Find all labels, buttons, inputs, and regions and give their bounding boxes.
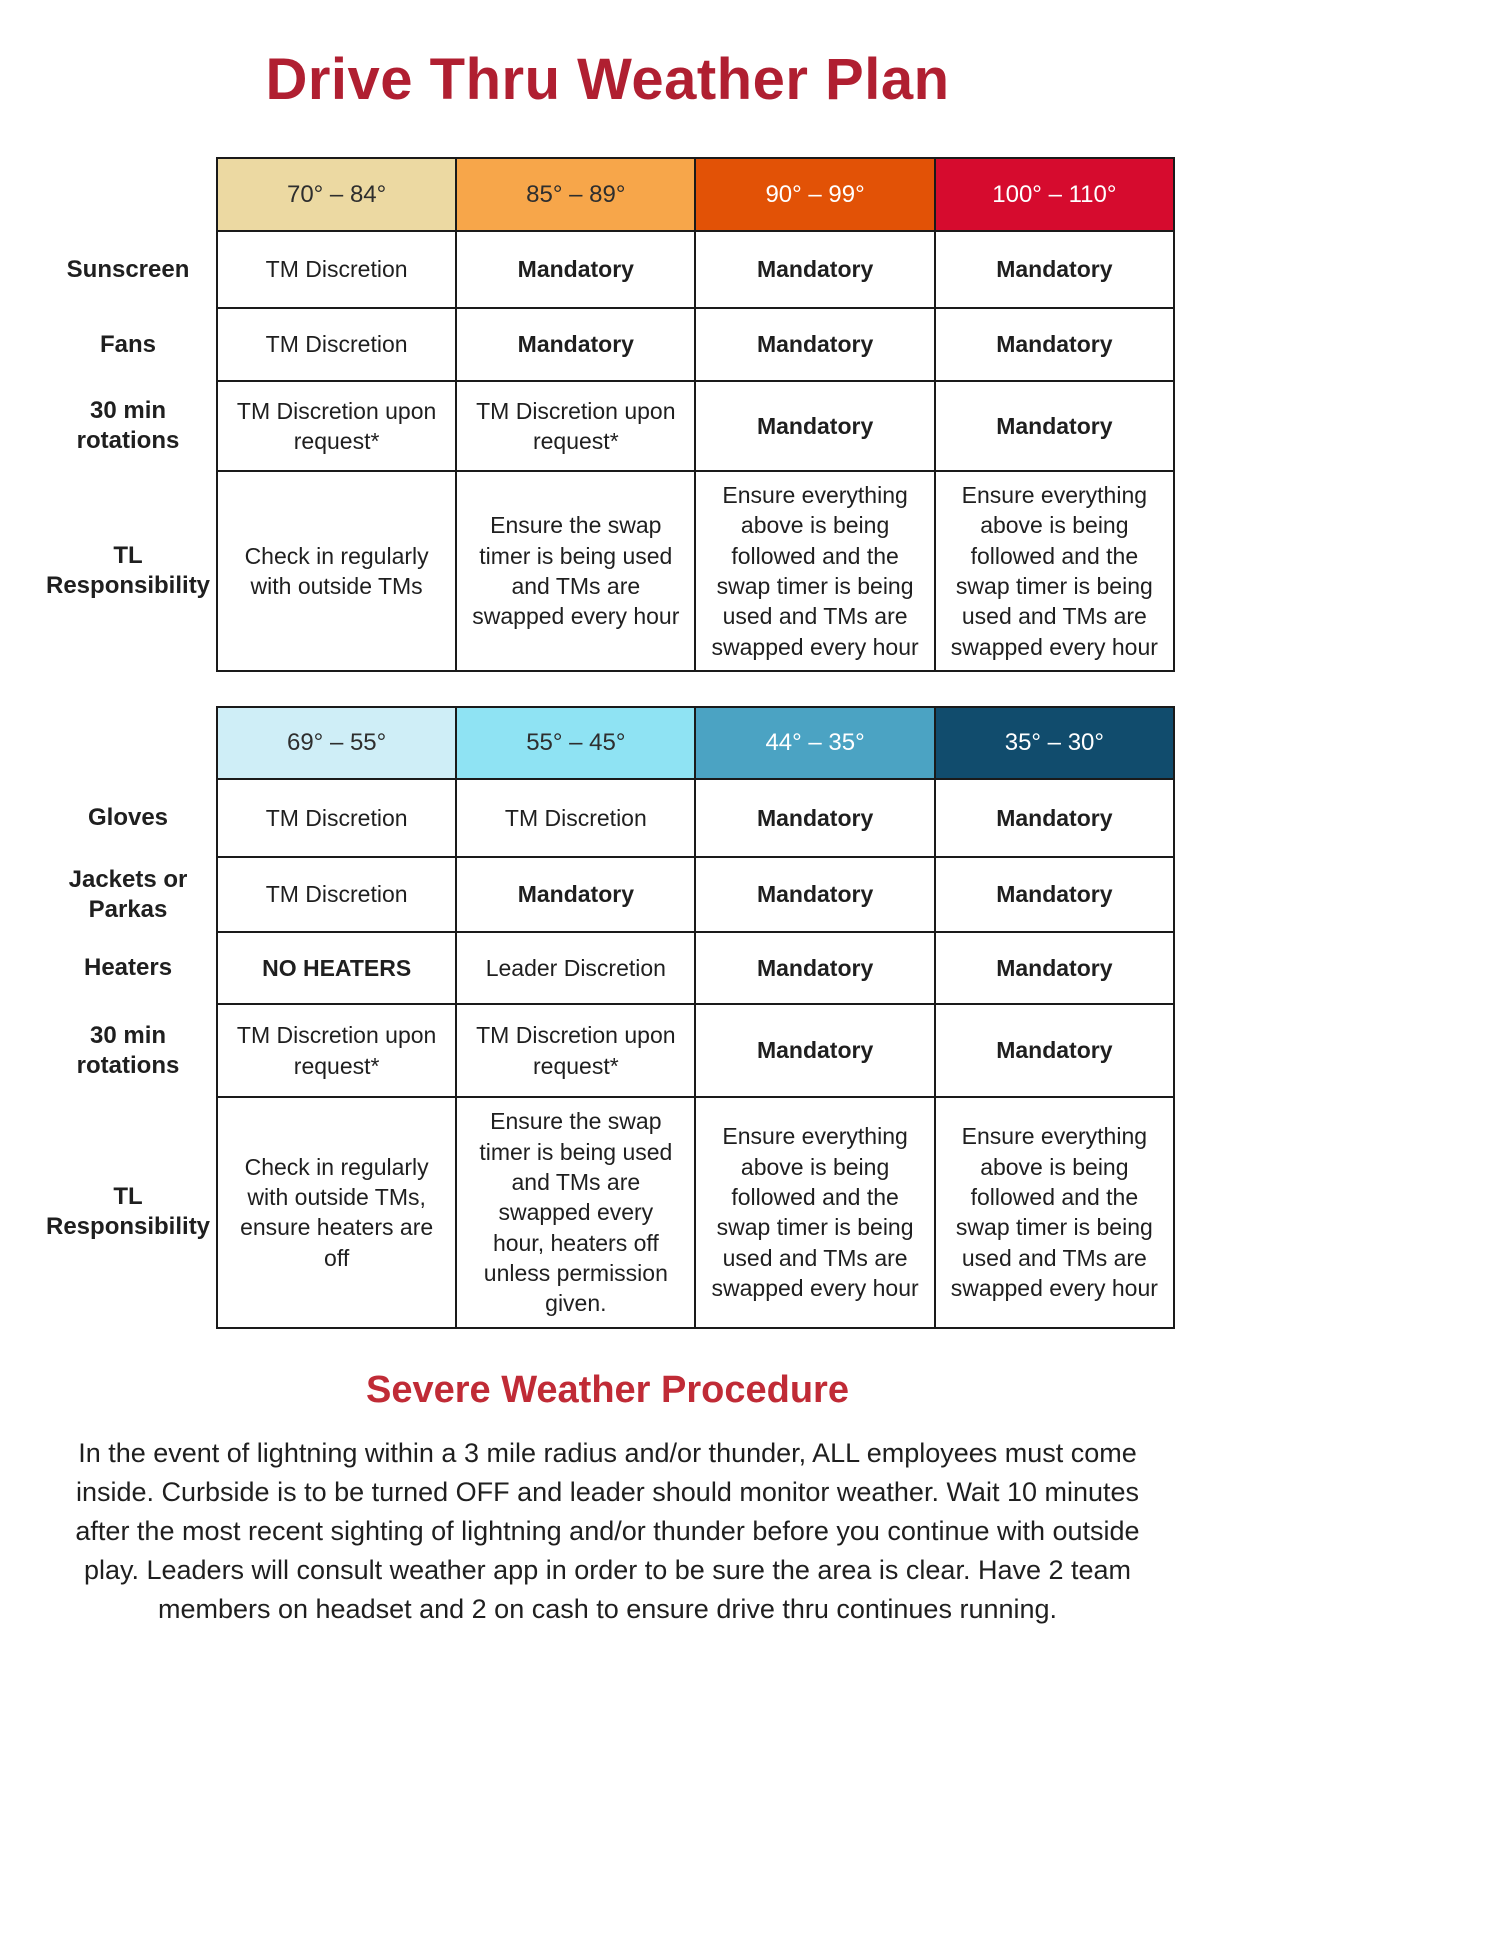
row-label-rotations-cold: 30 min rotations xyxy=(76,1021,180,1079)
table-row xyxy=(40,1097,1174,1328)
table-cell: Mandatory xyxy=(935,381,1174,471)
table-cell: Mandatory xyxy=(935,857,1174,932)
table-cell: Mandatory xyxy=(695,932,934,1004)
table-cell: Mandatory xyxy=(456,308,695,381)
table-cell: Mandatory xyxy=(695,779,934,857)
table-cell: Mandatory xyxy=(695,857,934,932)
table-cell: TM Discretion upon request* xyxy=(217,1004,456,1097)
hot-header-row xyxy=(40,158,1174,231)
table-cell: Mandatory xyxy=(935,231,1174,308)
hot-temp-header-3: 90° – 99° xyxy=(695,158,934,231)
table-cell: TM Discretion upon request* xyxy=(456,1004,695,1097)
table-cell: Ensure everything above is being followed and the swap timer is being used and TMs are swapped every hour xyxy=(695,471,934,671)
table-cell: Leader Discretion xyxy=(456,932,695,1004)
hot-temp-header-1: 70° – 84° xyxy=(217,158,456,231)
cold-weather-table xyxy=(40,706,1175,1329)
cold-temp-header-1: 69° – 55° xyxy=(217,707,456,779)
row-label-heaters: Heaters xyxy=(83,954,173,982)
table-cell: Mandatory xyxy=(456,231,695,308)
table-cell: Mandatory xyxy=(935,779,1174,857)
table-cell: TM Discretion xyxy=(217,231,456,308)
table-row xyxy=(40,308,1174,381)
table-cell: Mandatory xyxy=(695,308,934,381)
cold-corner-cell xyxy=(40,707,217,779)
table-cell: TM Discretion xyxy=(456,779,695,857)
cold-header-row xyxy=(40,707,1174,779)
table-row xyxy=(40,857,1174,932)
table-row xyxy=(40,471,1174,671)
table-cell: Ensure the swap timer is being used and TMs are swapped every hour xyxy=(456,471,695,671)
severe-weather-heading: Severe Weather Procedure xyxy=(366,1368,849,1411)
severe-weather-body: In the event of lightning within a 3 mile radius and/or thunder, ALL employees must come inside. Curbside is to be turned OFF and leader should monitor weather. Wait 10 minutes after the most recent sighting of lightning and/or thunder before you continue with outside play. Leaders will consult weather app in order to be sure the area is clear. Have 2 team members on headset and 2 on cash to ensure drive thru continues running. xyxy=(75,1437,1140,1625)
table-row xyxy=(40,231,1174,308)
table-cell: TM Discretion upon request* xyxy=(456,381,695,471)
document-page xyxy=(40,0,1175,1629)
table-spacer xyxy=(40,672,1175,706)
table-cell: Mandatory xyxy=(935,932,1174,1004)
table-cell: Mandatory xyxy=(695,381,934,471)
page-title: Drive Thru Weather Plan xyxy=(265,47,950,112)
table-row xyxy=(40,381,1174,471)
table-cell: TM Discretion xyxy=(217,857,456,932)
table-cell: Mandatory xyxy=(935,308,1174,381)
table-cell: TM Discretion xyxy=(217,779,456,857)
hot-corner-cell xyxy=(40,158,217,231)
table-cell: Ensure everything above is being followed and the swap timer is being used and TMs are swapped every hour xyxy=(935,471,1174,671)
table-cell: Check in regularly with outside TMs xyxy=(217,471,456,671)
row-label-tl-responsibility-cold: TL Responsibility xyxy=(46,1183,211,1241)
table-cell: Ensure the swap timer is being used and TMs are swapped every hour, heaters off unless permission given. xyxy=(456,1097,695,1328)
table-cell: Mandatory xyxy=(456,857,695,932)
table-cell: Ensure everything above is being followed and the swap timer is being used and TMs are swapped every hour xyxy=(695,1097,934,1328)
hot-temp-header-2: 85° – 89° xyxy=(456,158,695,231)
table-row xyxy=(40,779,1174,857)
row-label-sunscreen: Sunscreen xyxy=(66,255,190,283)
table-cell: TM Discretion upon request* xyxy=(217,381,456,471)
table-cell: Mandatory xyxy=(935,1004,1174,1097)
table-cell: Ensure everything above is being followed and the swap timer is being used and TMs are swapped every hour xyxy=(935,1097,1174,1328)
row-label-jackets: Jackets or Parkas xyxy=(68,865,188,923)
row-label-gloves: Gloves xyxy=(87,804,169,832)
cold-temp-header-2: 55° – 45° xyxy=(456,707,695,779)
table-cell: Mandatory xyxy=(695,231,934,308)
table-row xyxy=(40,932,1174,1004)
cold-temp-header-4: 35° – 30° xyxy=(935,707,1174,779)
row-label-fans: Fans xyxy=(100,330,157,358)
row-label-rotations: 30 min rotations xyxy=(76,397,180,454)
table-cell: TM Discretion xyxy=(217,308,456,381)
hot-temp-header-4: 100° – 110° xyxy=(935,158,1174,231)
row-label-tl-responsibility: TL Responsibility xyxy=(46,542,211,600)
table-cell: Mandatory xyxy=(695,1004,934,1097)
hot-weather-table xyxy=(40,157,1175,672)
table-row xyxy=(40,1004,1174,1097)
cold-temp-header-3: 44° – 35° xyxy=(695,707,934,779)
table-cell: NO HEATERS xyxy=(217,932,456,1004)
table-cell: Check in regularly with outside TMs, ensure heaters are off xyxy=(217,1097,456,1328)
